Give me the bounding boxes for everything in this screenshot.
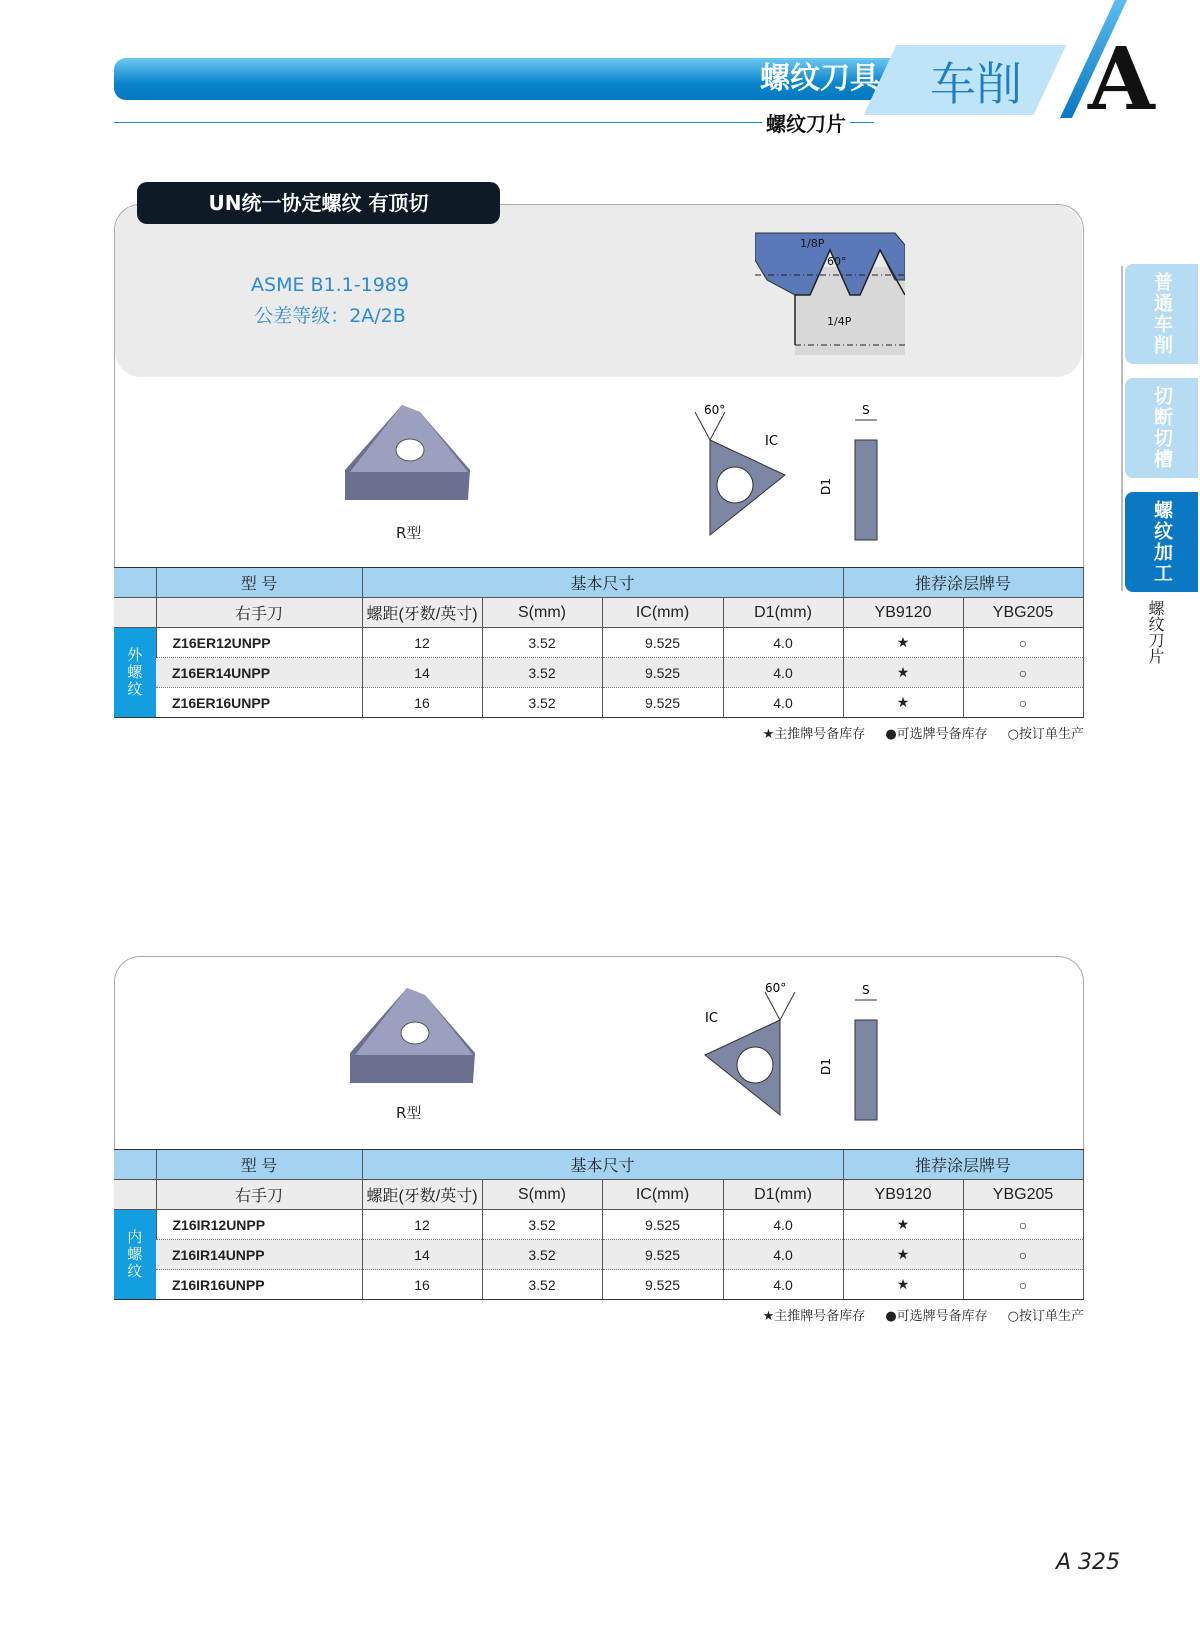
side-tab-rail xyxy=(1121,266,1123,591)
root-flat-label: 1/4P xyxy=(827,315,852,328)
ic-label: IC xyxy=(765,434,778,449)
standard-name: ASME B1.1-1989 xyxy=(251,274,409,296)
side-subsection: 螺纹刀片 xyxy=(1146,600,1165,664)
insert-dimension-drawing xyxy=(690,980,900,1125)
angle-label: 60° xyxy=(765,981,787,995)
model-cell: Z16ER16UNPP xyxy=(156,688,362,718)
s-label: S xyxy=(862,403,870,417)
col-right-hand: 右手刀 xyxy=(156,598,362,628)
header-dimensions: 基本尺寸 xyxy=(362,1150,843,1180)
side-tab-parting-grooving[interactable]: 切断切槽 xyxy=(1125,378,1198,478)
col-ic: IC(mm) xyxy=(602,1180,723,1210)
col-s: S(mm) xyxy=(482,1180,602,1210)
ic-label: IC xyxy=(705,1011,718,1026)
col-right-hand: 右手刀 xyxy=(156,1180,362,1210)
category-heading: 车削 xyxy=(930,57,1022,111)
grade-legend: ★主推牌号备库存 ●可选牌号备库存 ○按订单生产 xyxy=(762,1309,1084,1324)
col-yb9120: YB9120 xyxy=(843,598,963,628)
page-number: A 325 xyxy=(1056,1550,1121,1575)
header-model: 型 号 xyxy=(156,1150,362,1180)
table-row: 外螺纹 Z16ER12UNPP 12 3.52 9.525 4.0 ★ ○ xyxy=(114,628,1083,658)
insert-type-caption: R型 xyxy=(396,1104,422,1122)
model-cell: Z16IR14UNPP xyxy=(156,1240,362,1270)
thread-angle-label: 60° xyxy=(827,255,847,268)
table-row: Z16ER14UNPP 14 3.52 9.525 4.0 ★ ○ xyxy=(114,658,1083,688)
product-panel-internal xyxy=(114,956,1084,1151)
col-yb9120: YB9120 xyxy=(843,1180,963,1210)
col-ic: IC(mm) xyxy=(602,598,723,628)
grade-legend: ★主推牌号备库存 ●可选牌号备库存 ○按订单生产 xyxy=(762,727,1084,742)
d1-label: D1 xyxy=(819,1058,833,1075)
insert-type-caption: R型 xyxy=(396,524,422,542)
insert-photo xyxy=(340,400,480,510)
thread-type-label: 内螺纹 xyxy=(114,1210,156,1300)
side-tab-threading[interactable]: 螺纹加工 xyxy=(1125,492,1198,592)
d1-label: D1 xyxy=(819,478,833,495)
tolerance-class: 公差等级：2A/2B xyxy=(254,305,406,327)
table-row: Z16IR16UNPP 16 3.52 9.525 4.0 ★ ○ xyxy=(114,1270,1083,1300)
standard-info xyxy=(230,270,430,332)
col-ybg205: YBG205 xyxy=(963,1180,1083,1210)
spec-table-internal xyxy=(114,1149,1084,1300)
col-ybg205: YBG205 xyxy=(963,598,1083,628)
table-row: Z16IR14UNPP 14 3.52 9.525 4.0 ★ ○ xyxy=(114,1240,1083,1270)
col-pitch: 螺距(牙数/英寸) xyxy=(362,598,482,628)
subsection-heading: 螺纹刀片 xyxy=(762,108,850,137)
s-label: S xyxy=(862,983,870,997)
table-row: Z16ER16UNPP 16 3.52 9.525 4.0 ★ ○ xyxy=(114,688,1083,718)
header-grades: 推荐涂层牌号 xyxy=(843,568,1083,598)
side-tab-general-turning[interactable]: 普通车削 xyxy=(1125,264,1198,364)
chapter-letter: A xyxy=(1088,29,1155,130)
model-cell: Z16ER12UNPP xyxy=(156,628,362,658)
header-rule xyxy=(114,122,874,123)
header-model: 型 号 xyxy=(156,568,362,598)
model-cell: Z16IR12UNPP xyxy=(156,1210,362,1240)
thread-profile-diagram xyxy=(755,225,905,355)
header-dimensions: 基本尺寸 xyxy=(362,568,843,598)
insert-dimension-drawing xyxy=(690,400,900,545)
section-heading: 螺纹刀具 xyxy=(760,61,880,96)
col-s: S(mm) xyxy=(482,598,602,628)
model-cell: Z16ER14UNPP xyxy=(156,658,362,688)
crest-flat-label: 1/8P xyxy=(800,237,825,250)
insert-photo xyxy=(345,983,485,1093)
spec-table-external xyxy=(114,567,1084,718)
col-d1: D1(mm) xyxy=(723,1180,843,1210)
table-row: 内螺纹 Z16IR12UNPP 12 3.52 9.525 4.0 ★ ○ xyxy=(114,1210,1083,1240)
col-d1: D1(mm) xyxy=(723,598,843,628)
angle-label: 60° xyxy=(704,403,726,417)
thread-type-label: 外螺纹 xyxy=(114,628,156,718)
header-grades: 推荐涂层牌号 xyxy=(843,1150,1083,1180)
col-pitch: 螺距(牙数/英寸) xyxy=(362,1180,482,1210)
section-title: UN统一协定螺纹 有顶切 xyxy=(137,182,500,224)
model-cell: Z16IR16UNPP xyxy=(156,1270,362,1300)
